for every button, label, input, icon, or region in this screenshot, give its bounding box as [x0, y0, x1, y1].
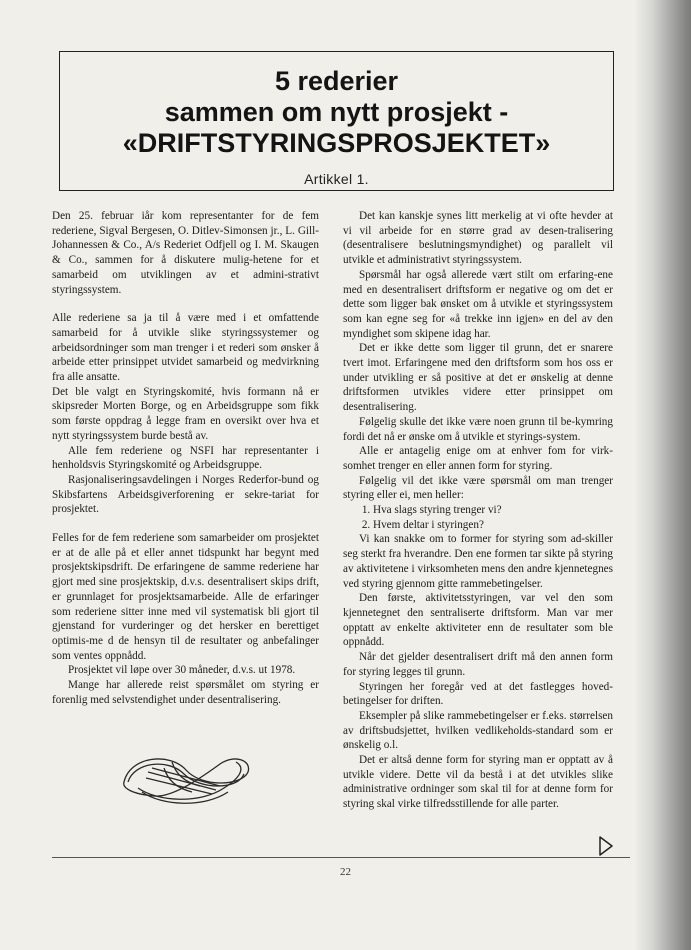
title-line-3: «DRIFTSTYRINGSPROSJEKTET» — [122, 128, 551, 158]
paragraph: Følgelig skulle det ikke være noen grunn til be-kymring fordi det nå er ønske om å utvikle et styrings-system. — [343, 415, 613, 443]
page-binding-shadow — [635, 0, 691, 950]
paragraph: Rasjonaliseringsavdelingen i Norges Rederfor-bund og Skibsfartens Arbeidsgiverforening er sekre-tariat for prosjektet. — [52, 473, 319, 516]
question-list — [343, 503, 613, 532]
paragraph: Mange har allerede reist spørsmålet om styring er forenlig med selvstendighet under desentralisering. — [52, 679, 319, 706]
paragraph: Spørsmål har også allerede vært stilt om erfaring-ene med en desentralisert driftsform er negative og om det er dette som ligger bak ønsket om å utvikle et styringssystem som kan egne seg for «å trekke inn igjen» en del av den myndighet som skipene idag har. — [343, 268, 613, 340]
paragraph: Eksempler på slike rammebetingelser er f.eks. størrelsen av driftsbudsjettet, hvilken vedlikeholds-standard som er ønskelig o.l. — [343, 709, 613, 752]
paragraph: Det kan kanskje synes litt merkelig at vi ofte hevder at vi vil arbeide for en større grad av desen-tralisering (desentralisere beslutningsmyndighet) og parallelt vil utvikle et administrativt styringssystem. — [343, 210, 613, 267]
paragraph: Felles for de fem rederiene som samarbeider om prosjektet er at de alle på et eller annet tidspunkt har begynt med prosjektskipsdrift. De erfaringene de samme rederiene har gjort med sine prosjektskip, d.v.s. desentralisert skips drift, er grunnlaget for prosjektsamarbeide. Alle de erfaringer som rederiene sitter inne med vil systematisk bli gjort til gjenstand for vurderinger og det hersker en berettiget optimis-me d de hensyn til de resultater og anbefalinger som ventes oppnådd. — [52, 532, 319, 662]
list-item: 2. Hvem deltar i styringen? — [373, 518, 613, 533]
article-subtitle: Artikkel 1. — [304, 171, 369, 187]
page-number: 22 — [340, 866, 351, 878]
left-column — [52, 209, 319, 708]
paragraph: Den 25. februar iår kom representanter for de fem rederiene, Sigval Bergesen, O. Ditlev-Simonsen jr., L. Gill-Johannessen & Co., A/s Rederiet Odfjell og I. M. Skaugen & Co., sammen for å diskutere mulig-hetene for et samarbeid om utviklingen av et admini-strativt styringssystem. — [52, 210, 319, 296]
continue-arrow-icon — [598, 835, 614, 857]
title-box — [59, 51, 614, 191]
paragraph: Vi kan snakke om to former for styring som ad-skiller seg sterkt fra hverandre. Den ene formen tar sikte på styring av aktivitetene i virksomheten mens den andre kjennetegnes ved styring gjennom gitte rammebetingelser. — [343, 533, 613, 590]
list-item: 1. Hva slags styring trenger vi? — [373, 503, 613, 518]
paragraph: Det er altså denne form for styring man er opptatt av å utvikle videre. Dette vil da bestå i at det utvikles slike administrative ordninger som skal til for at denne form for styring skal virke tilfredsstillende for alle parter. — [343, 754, 613, 811]
paragraph: Følgelig vil det ikke være spørsmål om man trenger styring eller ei, men heller: — [343, 474, 613, 502]
paragraph: Alle rederiene sa ja til å være med i et omfattende samarbeid for å utvikle slike styringssystemer og arbeidsordninger som man trenger i et rederi som ønsker å arbeide etter prinsippet utvidet samarbeid og medvirkning fra alle ansatte. — [52, 312, 319, 384]
paragraph: Den første, aktivitetsstyringen, var vel den som kjennetegnet den sentraliserte driftsform. Man var mer opptatt av enkelte aktiviteter enn de resultater som ble oppnådd. — [343, 592, 613, 649]
paragraph: Det ble valgt en Styringskomité, hvis formann nå er skipsreder Morten Borge, og en Arbeidsgruppe som fikk som første oppdrag å legge fram en oversikt over hva et nytt styringssystem burde bestå av. — [52, 385, 319, 442]
title-line-1: 5 rederier — [274, 66, 399, 96]
title-line-2: sammen om nytt prosjekt - — [164, 97, 509, 127]
paragraph: Alle er antagelig enige om at enhver fom for virk-somhet trenger en eller annen form for styring. — [343, 445, 613, 472]
right-column — [343, 209, 613, 812]
paragraph: Alle fem rederiene og NSFI har representanter i henholdsvis Styringskomité og Arbeidsgruppe. — [52, 444, 319, 472]
paragraph: Prosjektet vil løpe over 30 måneder, d.v.s. ut 1978. — [68, 664, 296, 677]
paragraph: Når det gjelder desentralisert drift må den annen form for styring legges til grunn. — [343, 651, 613, 678]
rope-knot-illustration — [118, 748, 254, 810]
paragraph: Styringen her foregår ved at det fastlegges hoved-betingelser for driften. — [343, 680, 613, 708]
paragraph: Det er ikke dette som ligger til grunn, det er snarere tvert imot. Erfaringene med den driftsform som hos oss er under utvikling er så positive at det er ønskelig at denne driftsformen utvikles videre etter prinsippet om desentralisering. — [343, 342, 613, 414]
footer-rule — [52, 857, 630, 858]
